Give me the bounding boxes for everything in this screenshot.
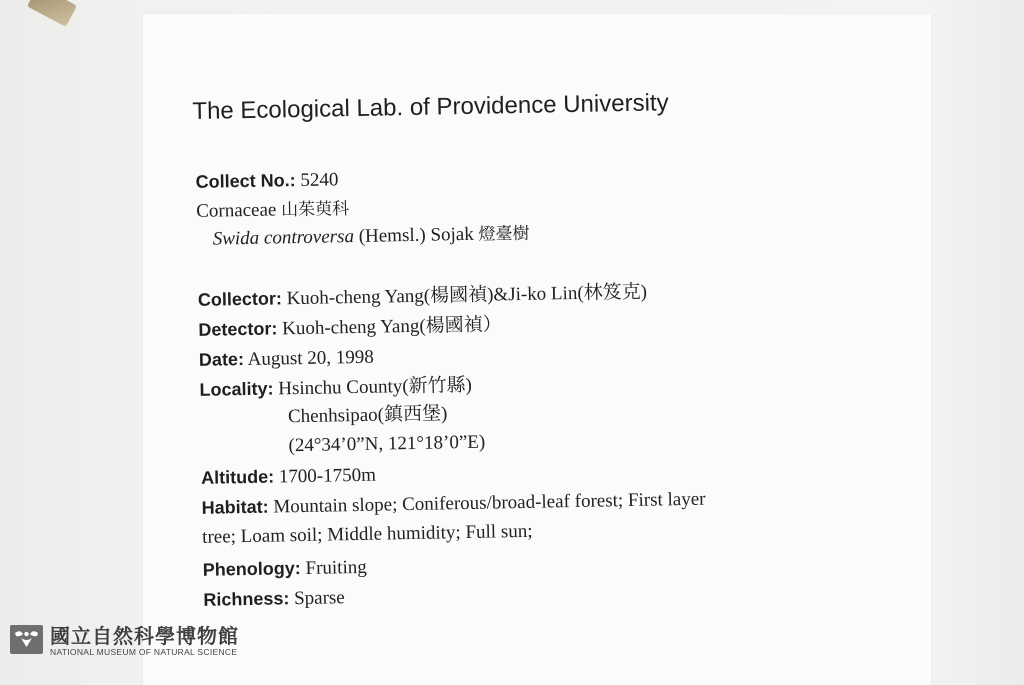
richness-value: Sparse [293,587,345,610]
species-author: (Hemsl.) Sojak [358,223,474,247]
species-chinese: 燈臺樹 [478,223,530,245]
family-row [196,197,349,224]
collect-no-value: 5240 [300,169,339,191]
locality-label: Locality: [199,378,274,400]
locality-line2-row [288,402,448,429]
richness-row [203,585,345,613]
date-label: Date: [198,349,245,370]
locality-line1: Hsinchu County(新竹縣) [278,374,473,400]
family-chinese: 山茱萸科 [280,199,350,221]
locality-line3-row [288,431,485,459]
locality-row [199,373,472,403]
detector-label: Detector: [198,318,278,340]
richness-label: Richness: [203,588,290,610]
habitat-label: Habitat: [201,496,269,518]
altitude-row [201,463,376,491]
family-latin: Cornaceae [196,199,277,222]
habitat-line1: Mountain slope; Coniferous/broad-leaf forest; First layer [273,488,706,518]
museum-logo-icon [10,625,43,654]
phenology-label: Phenology: [202,558,301,580]
collect-no-row [195,167,338,195]
locality-line2: Chenhsipao(鎮西堡) [287,403,448,428]
altitude-label: Altitude: [200,466,275,488]
habitat-line2: tree; Loam soil; Middle humidity; Full sun; [202,520,533,548]
label-title: The Ecological Lab. of Providence University [192,89,669,125]
date-row [199,345,374,373]
collector-label: Collector: [197,288,283,310]
altitude-value: 1700-1750m [278,464,377,488]
date-value: August 20, 1998 [247,346,374,370]
species-name: Swida controversa [212,226,355,250]
detector-value: Kuoh-cheng Yang(楊國禎） [281,314,502,340]
phenology-row [203,555,367,583]
collect-no-label: Collect No.: [195,170,296,192]
museum-watermark [8,620,268,660]
locality-coordinates: (24°34’0”N, 121°18’0”E) [288,431,486,457]
museum-name-chinese: 國立自然科學博物館 [50,624,239,648]
phenology-value: Fruiting [305,556,367,579]
collector-value: Kuoh-cheng Yang(楊國禎)&Ji-ko Lin(林笈克) [286,281,648,310]
museum-name-english: NATIONAL MUSEUM OF NATURAL SCIENCE [50,647,238,657]
